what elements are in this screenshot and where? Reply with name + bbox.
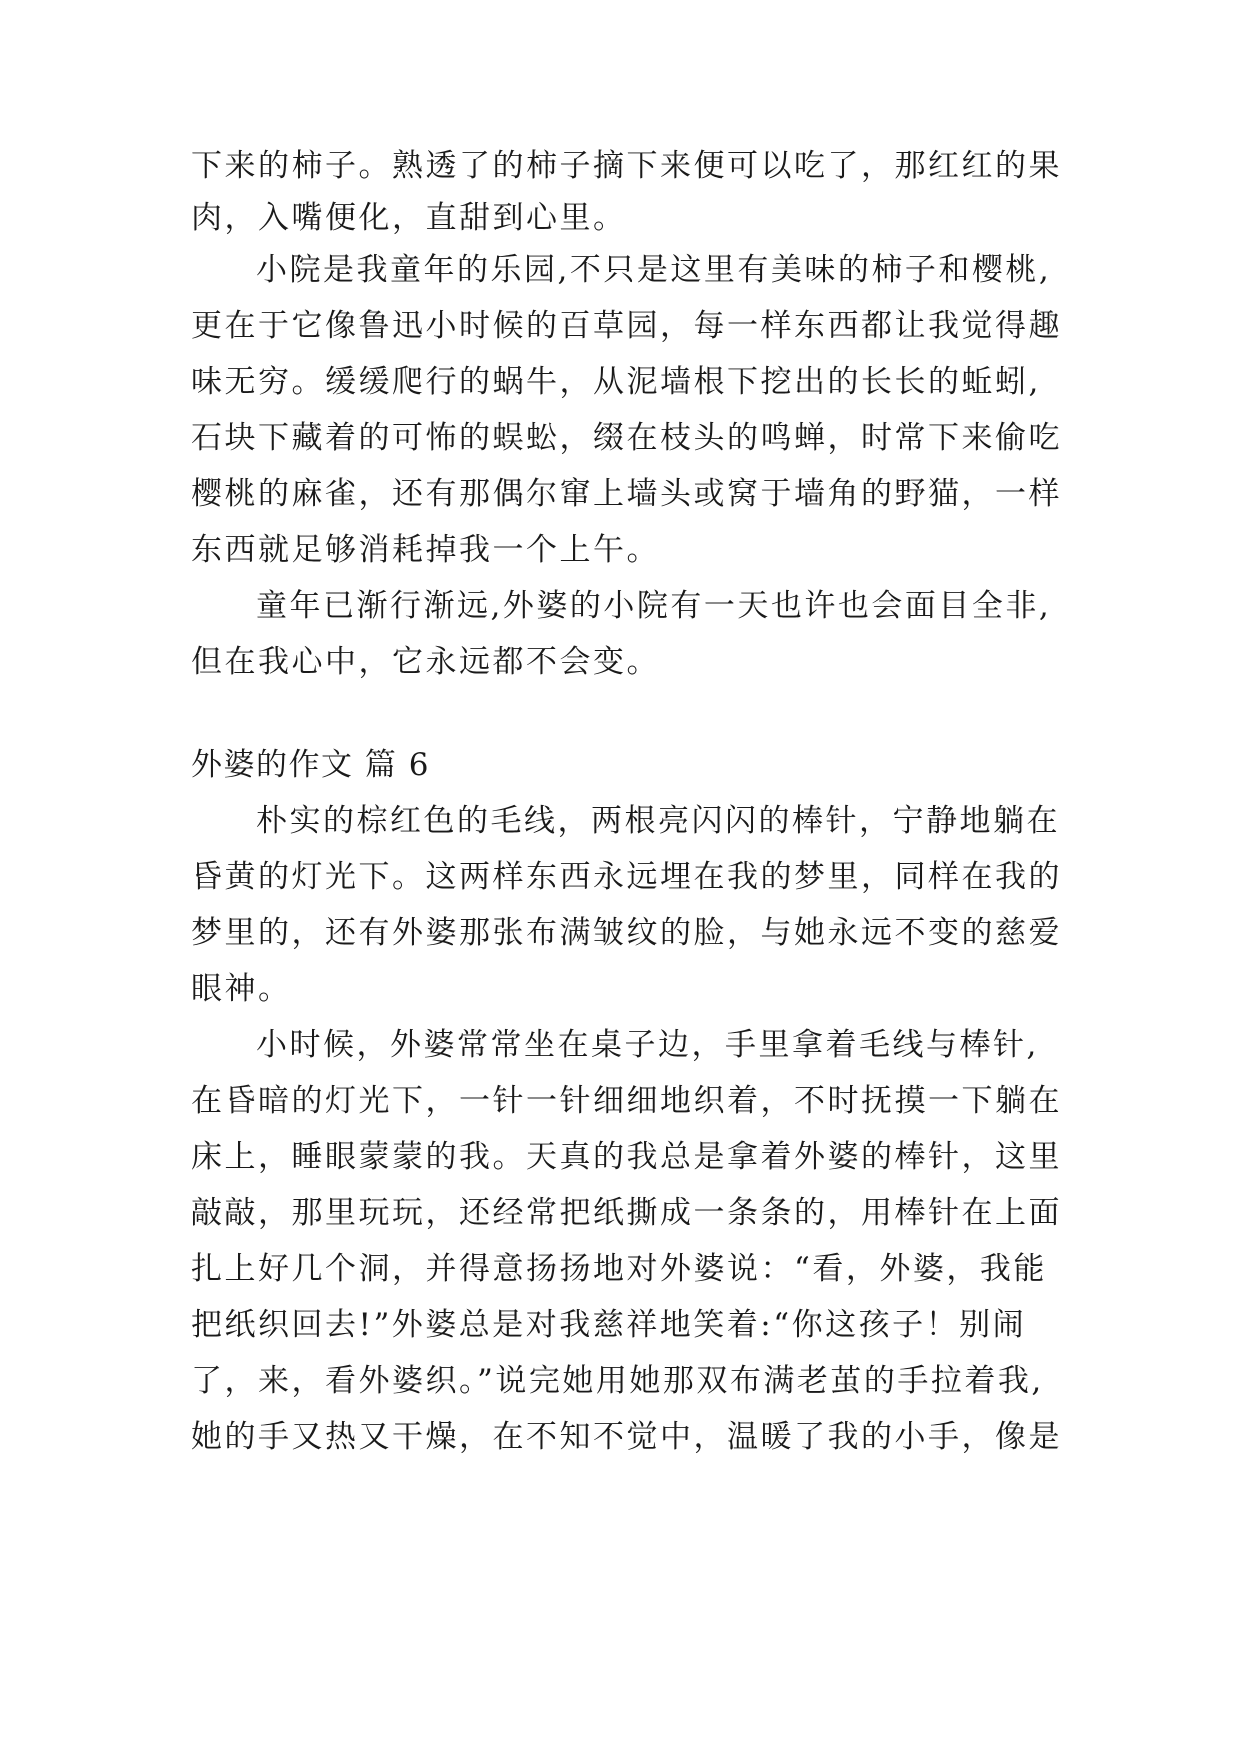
paragraph-line: 小院是我童年的乐园,不只是这里有美味的柿子和樱桃, — [256, 252, 1052, 288]
paragraph-line: 但在我心中，它永远都不会变。 — [191, 644, 660, 680]
section-heading: 外婆的作文 篇 6 — [191, 747, 430, 783]
paragraph-line: 东西就足够消耗掉我一个上午。 — [191, 532, 660, 568]
paragraph-line: 小时候，外婆常常坐在桌子边，手里拿着毛线与棒针, — [256, 1027, 1039, 1063]
paragraph-line: 石块下藏着的可怖的蜈蚣，缀在枝头的鸣蝉，时常下来偷吃 — [191, 420, 1062, 456]
paragraph-line: 更在于它像鲁迅小时候的百草园，每一样东西都让我觉得趣 — [191, 308, 1062, 344]
paragraph-line: 扎上好几个洞，并得意扬扬地对外婆说：“看，外婆，我能 — [191, 1251, 1047, 1287]
paragraph-line: 昏黄的灯光下。这两样东西永远埋在我的梦里，同样在我的 — [191, 859, 1062, 895]
paragraph-line: 味无穷。缓缓爬行的蜗牛，从泥墙根下挖出的长长的蚯蚓, — [191, 364, 1041, 400]
paragraph-line: 肉，入嘴便化，直甜到心里。 — [191, 200, 627, 236]
paragraph-line: 床上，睡眼蒙蒙的我。天真的我总是拿着外婆的棒针，这里 — [191, 1139, 1062, 1175]
paragraph-line: 敲敲，那里玩玩，还经常把纸撕成一条条的，用棒针在上面 — [191, 1195, 1062, 1231]
paragraph-line: 下来的柿子。熟透了的柿子摘下来便可以吃了，那红红的果 — [191, 148, 1062, 184]
paragraph-line: 童年已渐行渐远,外婆的小院有一天也许也会面目全非, — [256, 588, 1052, 624]
paragraph-line: 了，来，看外婆织。”说完她用她那双布满老茧的手拉着我, — [191, 1363, 1044, 1399]
paragraph-line: 梦里的，还有外婆那张布满皱纹的脸，与她永远不变的慈爱 — [191, 915, 1062, 951]
paragraph-line: 她的手又热又干燥，在不知不觉中，温暖了我的小手，像是 — [191, 1419, 1062, 1455]
paragraph-line: 眼神。 — [191, 971, 292, 1007]
paragraph-line: 在昏暗的灯光下，一针一针细细地织着，不时抚摸一下躺在 — [191, 1083, 1062, 1119]
paragraph-line: 朴实的棕红色的毛线，两根亮闪闪的棒针，宁静地躺在 — [256, 803, 1060, 839]
paragraph-line: 樱桃的麻雀，还有那偶尔窜上墙头或窝于墙角的野猫，一样 — [191, 476, 1062, 512]
paragraph-line: 把纸织回去!”外婆总是对我慈祥地笑着:“你这孩子！别闹 — [191, 1307, 1027, 1343]
